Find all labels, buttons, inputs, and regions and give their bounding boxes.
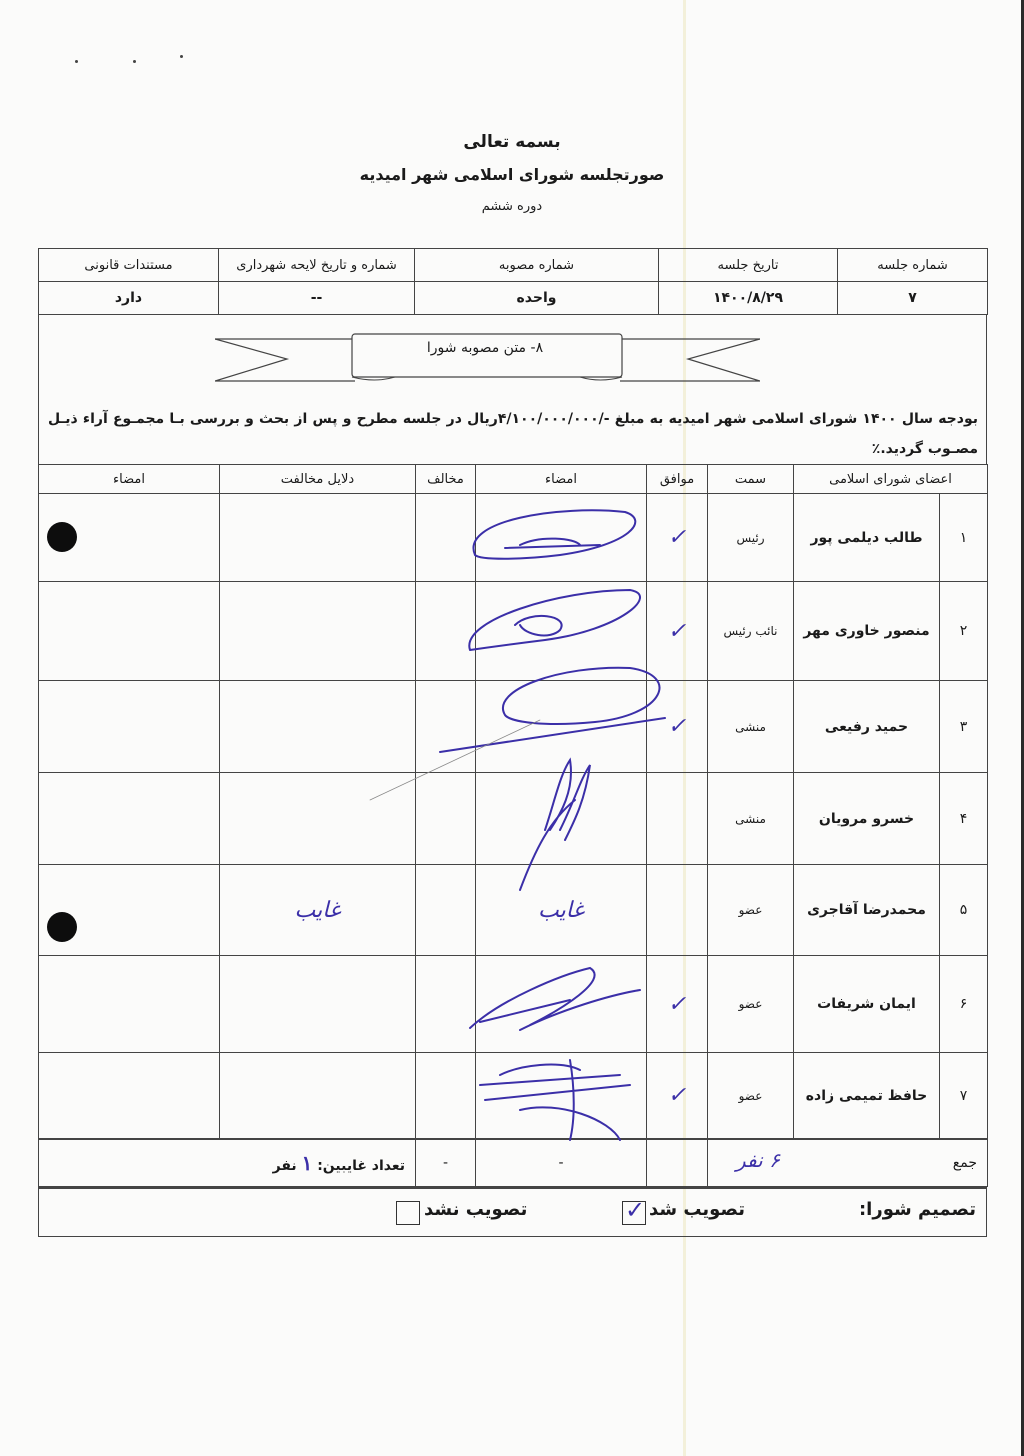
role-header: سمت	[708, 465, 794, 494]
members-header: اعضای شورای اسلامی	[794, 465, 988, 494]
signature-cell	[476, 865, 647, 956]
oppose-sign-cell	[39, 582, 220, 681]
agree-check	[647, 865, 708, 956]
signature-cell	[476, 1053, 647, 1139]
reason-cell	[220, 681, 416, 773]
oppose-cell	[416, 582, 476, 681]
council-decision	[38, 1187, 987, 1237]
signature-cell	[476, 582, 647, 681]
approved-check-mark: ✓	[625, 1196, 646, 1224]
row-number: ۷	[940, 1053, 988, 1139]
oppose-sign-cell	[39, 956, 220, 1053]
oppose-cell	[416, 681, 476, 773]
agree-check: ✓	[647, 582, 708, 681]
resolution-number: واحده	[415, 282, 659, 315]
row-number: ۴	[940, 773, 988, 865]
session-date-header: تاریخ جلسه	[659, 249, 838, 282]
member-name: حمید رفیعی	[794, 681, 940, 773]
absent-mark: غایب	[538, 897, 584, 923]
oppose-sign-header: امضاء	[39, 465, 220, 494]
member-name: محمدرضا آقاجری	[794, 865, 940, 956]
member-role: رئیس	[708, 494, 794, 582]
row-number: ۵	[940, 865, 988, 956]
agree-sign-header: امضاء	[476, 465, 647, 494]
legal-docs-header: مستندات قانونی	[39, 249, 219, 282]
table-row	[39, 773, 988, 865]
member-name: خسرو مرویان	[794, 773, 940, 865]
rejected-checkbox[interactable]	[396, 1201, 420, 1225]
agree-total: ۶ نفر	[736, 1148, 780, 1172]
member-name: ایمان شریفات	[794, 956, 940, 1053]
votes-table	[38, 464, 988, 1139]
table-row	[39, 494, 988, 582]
signature-cell	[476, 494, 647, 582]
absent-mark: غایب	[294, 897, 341, 923]
member-role: منشی	[708, 773, 794, 865]
absentee-unit: نفر	[272, 1158, 297, 1174]
reason-cell	[220, 773, 416, 865]
member-role: نائب رئیس	[708, 582, 794, 681]
council-term: دوره ششم	[481, 199, 543, 214]
absentee-count: ۱	[301, 1151, 313, 1175]
row-number: ۱	[940, 494, 988, 582]
total-label: جمع	[952, 1155, 977, 1171]
row-number: ۶	[940, 956, 988, 1053]
total-cell	[708, 1140, 988, 1187]
summary-row	[38, 1139, 988, 1187]
table-row	[39, 582, 988, 681]
oppose-sign-cell	[39, 865, 220, 956]
oppose-cell	[416, 865, 476, 956]
legal-docs: دارد	[39, 282, 219, 315]
reason-cell	[220, 582, 416, 681]
document-title: صورتجلسه شورای اسلامی شهر امیدیه	[359, 165, 665, 184]
approved-label: تصویب شد	[649, 1199, 745, 1220]
agree-check: ✓	[647, 956, 708, 1053]
oppose-cell	[416, 1053, 476, 1139]
dash-cell: -	[476, 1140, 647, 1187]
row-number: ۳	[940, 681, 988, 773]
table-row	[39, 956, 988, 1053]
agree-check: ✓	[647, 681, 708, 773]
oppose-cell	[416, 773, 476, 865]
speck	[133, 60, 136, 63]
session-number: ۷	[838, 282, 988, 315]
oppose-sign-cell	[39, 494, 220, 582]
bill-number: --	[219, 282, 415, 315]
member-name: منصور خاوری مهر	[794, 582, 940, 681]
table-row	[39, 1053, 988, 1139]
table-row	[39, 865, 988, 956]
session-info-table	[38, 248, 988, 315]
decision-label: تصمیم شورا:	[858, 1199, 976, 1220]
absentee-cell	[39, 1140, 416, 1187]
reason-cell	[220, 494, 416, 582]
speck	[180, 55, 183, 58]
agree-check: ✓	[647, 1053, 708, 1139]
row-number: ۲	[940, 582, 988, 681]
member-name: طالب دیلمی پور	[794, 494, 940, 582]
member-role: عضو	[708, 865, 794, 956]
basmala: بسمه تعالی	[463, 132, 561, 152]
dash-cell: -	[416, 1140, 476, 1187]
reason-cell	[220, 865, 416, 956]
oppose-cell	[416, 956, 476, 1053]
session-date: ۱۴۰۰/۸/۲۹	[659, 282, 838, 315]
oppose-sign-cell	[39, 1053, 220, 1139]
agree-total-cell	[647, 1140, 708, 1187]
agree-check: ✓	[647, 494, 708, 582]
signature-cell	[476, 956, 647, 1053]
bill-number-header: شماره و تاریخ لایحه شهرداری	[219, 249, 415, 282]
resolution-heading: ۸- متن مصوبه شورا	[426, 340, 544, 356]
reason-cell	[220, 956, 416, 1053]
table-row	[39, 681, 988, 773]
approved-checkbox[interactable]	[622, 1196, 646, 1225]
agree-header: موافق	[647, 465, 708, 494]
member-role: منشی	[708, 681, 794, 773]
signature-cell	[476, 681, 647, 773]
oppose-sign-cell	[39, 681, 220, 773]
absentee-label: تعداد غایبین:	[317, 1158, 405, 1174]
rejected-label: تصویب نشد	[424, 1199, 528, 1220]
resolution-number-header: شماره مصوبه	[415, 249, 659, 282]
oppose-sign-cell	[39, 773, 220, 865]
oppose-header: مخالف	[416, 465, 476, 494]
member-role: عضو	[708, 956, 794, 1053]
reason-cell	[220, 1053, 416, 1139]
member-name: حافظ تمیمی زاده	[794, 1053, 940, 1139]
agree-check	[647, 773, 708, 865]
member-role: عضو	[708, 1053, 794, 1139]
oppose-cell	[416, 494, 476, 582]
session-number-header: شماره جلسه	[838, 249, 988, 282]
oppose-reason-header: دلایل مخالفت	[220, 465, 416, 494]
signature-cell	[476, 773, 647, 865]
resolution-body: بودجه سال ۱۴۰۰ شورای اسلامی شهر امیدیه به مبلغ -/۴/۱۰۰/۰۰۰/۰۰۰ریال در جلسه مطرح و پس از بحث و بررسی بـا مجمـوع آراء ذیـل مصـوب گردید.٪	[48, 411, 978, 457]
speck	[75, 60, 78, 63]
